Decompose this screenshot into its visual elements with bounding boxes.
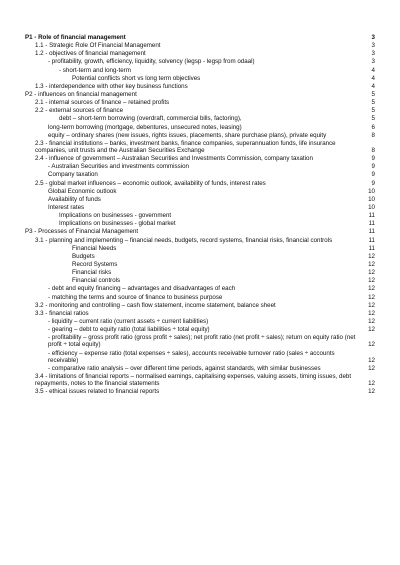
toc-entry-title: - debt and equity financing – advantages and disadvantages of each <box>48 285 236 293</box>
toc-entry-page-number: 12 <box>368 356 375 364</box>
toc-entry-page-number: 5 <box>371 107 375 115</box>
toc-entry[interactable] <box>25 107 375 114</box>
toc-entry[interactable] <box>25 365 375 372</box>
toc-entry[interactable] <box>25 285 375 292</box>
toc-entry-page-number: 10 <box>368 187 375 195</box>
toc-entry-page-number: 8 <box>371 147 375 155</box>
toc-entry-title: 2.4 - influence of government – Australian Securities and Investments Commission, company taxation <box>35 155 313 163</box>
toc-entry-page-number: 12 <box>368 388 375 396</box>
toc-entry[interactable] <box>25 132 375 139</box>
toc-entry-title: Financial risks <box>72 269 112 277</box>
toc-entry-title: equity – ordinary shares (new issues, rights issues, placements, share purchase plans), private equity <box>48 131 327 139</box>
toc-entry-title: 3.5 - ethical issues related to financial reports <box>35 388 160 396</box>
toc-entry[interactable] <box>25 237 375 244</box>
table-of-contents <box>25 34 375 396</box>
toc-entry-page-number: 3 <box>371 58 375 66</box>
toc-entry-page-number: 6 <box>371 123 375 131</box>
toc-entry-page-number: 12 <box>368 341 375 349</box>
toc-entry[interactable] <box>25 277 375 284</box>
toc-entry[interactable] <box>25 99 375 106</box>
toc-entry-page-number: 5 <box>371 99 375 107</box>
toc-entry-page-number: 12 <box>368 317 375 325</box>
toc-entry[interactable] <box>25 124 375 131</box>
toc-entry-title: - matching the terms and source of finance to business purpose <box>48 293 223 301</box>
toc-entry-page-number: 9 <box>371 179 375 187</box>
toc-entry[interactable] <box>25 326 375 333</box>
toc-entry-page-number: 4 <box>371 82 375 90</box>
toc-entry-page-number: 11 <box>368 212 375 220</box>
toc-entry-page-number: 11 <box>368 220 375 228</box>
toc-entry-page-number: 9 <box>371 155 375 163</box>
toc-entry-page-number: 3 <box>371 42 375 50</box>
toc-entry[interactable] <box>25 373 375 387</box>
toc-entry-title: long-term borrowing (mortgage, debentures, unsecured notes, leasing) <box>48 123 242 131</box>
toc-entry[interactable] <box>25 350 375 364</box>
toc-entry-page-number: 12 <box>368 301 375 309</box>
toc-entry-title: Budgets <box>72 252 95 260</box>
toc-entry-page-number: 12 <box>368 277 375 285</box>
toc-entry-title: 3.2 - monitoring and controlling – cash flow statement, income statement, balance sheet <box>35 301 276 309</box>
toc-entry[interactable] <box>25 115 375 122</box>
toc-entry-title: - short-term and long-term <box>59 66 131 74</box>
toc-entry-page-number: 12 <box>368 261 375 268</box>
toc-entry[interactable] <box>25 310 375 317</box>
toc-entry[interactable] <box>25 140 375 154</box>
toc-entry-page-number: 12 <box>368 309 375 317</box>
toc-entry-page-number: 11 <box>368 244 375 252</box>
toc-entry-title: P3 - Processes of Financial Management <box>25 228 139 236</box>
toc-entry[interactable] <box>25 302 375 309</box>
toc-entry-title: Company taxation <box>48 171 98 179</box>
toc-entry-title: 3.1 - planning and implementing – financial needs, budgets, record systems, financial risks, financial controls <box>35 236 333 244</box>
toc-entry-title: Potential conflicts short vs long term objectives <box>72 74 201 82</box>
toc-entry[interactable] <box>25 75 375 82</box>
toc-entry-title: P1 - Role of financial management <box>25 34 126 41</box>
toc-entry-title: - profitability, growth, efficiency, liquidity, solvency (legsp - legsp from odaal) <box>48 58 255 66</box>
toc-entry[interactable] <box>25 269 375 276</box>
toc-entry-title: Global Economic outlook <box>48 187 117 195</box>
toc-entry-title: Implications on businesses - government <box>59 212 172 220</box>
toc-entry-page-number: 12 <box>368 380 375 388</box>
toc-entry[interactable] <box>25 188 375 195</box>
toc-entry-page-number: 4 <box>371 74 375 82</box>
toc-entry-title: - comparative ratio analysis – over different time periods, against standards, with similar businesses <box>48 364 321 372</box>
toc-entry[interactable] <box>25 212 375 219</box>
toc-entry[interactable] <box>25 245 375 252</box>
toc-entry-page-number: 5 <box>371 90 375 98</box>
toc-entry[interactable] <box>25 91 375 98</box>
toc-entry-page-number: 9 <box>371 171 375 179</box>
toc-entry-title: Availability of funds <box>48 195 101 203</box>
toc-entry-page-number: 8 <box>371 131 375 139</box>
toc-entry[interactable] <box>25 204 375 211</box>
toc-entry-page-number: 3 <box>371 34 375 41</box>
toc-entry[interactable] <box>25 34 375 41</box>
toc-entry-title: 3.4 - limitations of financial reports – normalised earnings, capitalising expenses, valuing assets, timing issues, debt repayments, notes to the financial statements <box>35 373 352 388</box>
toc-entry-title: 1.3 - interdependence with other key business functions <box>35 82 188 90</box>
toc-entry-title: 2.5 - global market influences – economic outlook, availability of funds, interest rates <box>35 179 266 187</box>
toc-entry-page-number: 12 <box>368 285 375 293</box>
toc-entry-title: 1.2 - objectives of financial management <box>35 50 146 58</box>
toc-entry[interactable] <box>25 318 375 325</box>
toc-entry[interactable] <box>25 261 375 268</box>
toc-entry[interactable] <box>25 334 375 348</box>
toc-entry[interactable] <box>25 228 375 235</box>
toc-entry[interactable] <box>25 50 375 57</box>
toc-entry-title: - gearing – debt to equity ratio (total liabilities ÷ total equity) <box>48 326 210 334</box>
toc-entry-title: P2 - influences on financial management <box>25 90 137 98</box>
toc-entry-title: - liquidity – current ratio (current assets ÷ current liabilities) <box>48 317 209 325</box>
toc-entry-page-number: 12 <box>368 269 375 277</box>
toc-entry[interactable] <box>25 42 375 49</box>
toc-entry-title: 3.3 - financial ratios <box>35 309 89 317</box>
toc-entry-page-number: 11 <box>368 236 375 244</box>
toc-entry[interactable] <box>25 220 375 227</box>
toc-entry-title: 2.2 - external sources of finance <box>35 107 124 115</box>
toc-entry[interactable] <box>25 196 375 203</box>
toc-entry[interactable] <box>25 388 375 395</box>
toc-entry-title: 2.1 - internal sources of finance – retained profits <box>35 99 170 107</box>
toc-entry[interactable] <box>25 163 375 170</box>
toc-entry-page-number: 12 <box>368 252 375 260</box>
toc-entry[interactable] <box>25 180 375 187</box>
toc-entry-title: Record Systems <box>72 261 118 268</box>
toc-entry-title: Implications on businesses - global market <box>59 220 176 228</box>
toc-entry-page-number: 3 <box>371 50 375 58</box>
toc-entry[interactable] <box>25 58 375 65</box>
toc-entry[interactable] <box>25 83 375 90</box>
toc-entry-title: Financial controls <box>72 277 121 285</box>
toc-entry[interactable] <box>25 294 375 301</box>
toc-entry-title: - profitability – gross profit ratio (gross profit ÷ sales); net profit ratio (net profit ÷ sales); return on equity ratio (net profit ÷ total equity) <box>48 334 356 349</box>
toc-entry-page-number: 12 <box>368 326 375 334</box>
toc-entry-page-number: 12 <box>368 364 375 372</box>
toc-entry-title: debt – short-term borrowing (overdraft, commercial bills, factoring), <box>59 115 242 123</box>
toc-entry-title: 2.3 - financial institutions – banks, investment banks, finance companies, superannuation funds, life insurance companies, unit trusts and the Australian Securities Exchange <box>35 139 336 155</box>
toc-entry-page-number: 10 <box>368 204 375 212</box>
toc-entry-page-number: 4 <box>371 66 375 74</box>
toc-entry-title: 1.1 - Strategic Role Of Financial Management <box>35 42 161 50</box>
toc-entry-title: - efficiency – expense ratio (total expenses ÷ sales), accounts receivable turnover ratio (sales ÷ accounts receivable) <box>48 349 335 364</box>
toc-entry[interactable] <box>25 253 375 260</box>
toc-entry-page-number: 5 <box>371 115 375 123</box>
toc-entry-page-number: 12 <box>368 293 375 301</box>
toc-entry[interactable] <box>25 67 375 74</box>
toc-entry-page-number: 9 <box>371 163 375 171</box>
toc-entry[interactable] <box>25 171 375 178</box>
toc-entry-page-number: 10 <box>368 195 375 203</box>
toc-entry-page-number: 11 <box>368 228 375 236</box>
toc-entry-title: - Australian Securities and investments commission <box>48 163 189 171</box>
toc-entry-title: Financial Needs <box>72 244 117 252</box>
toc-entry[interactable] <box>25 155 375 162</box>
toc-entry-title: Interest rates <box>48 204 85 212</box>
